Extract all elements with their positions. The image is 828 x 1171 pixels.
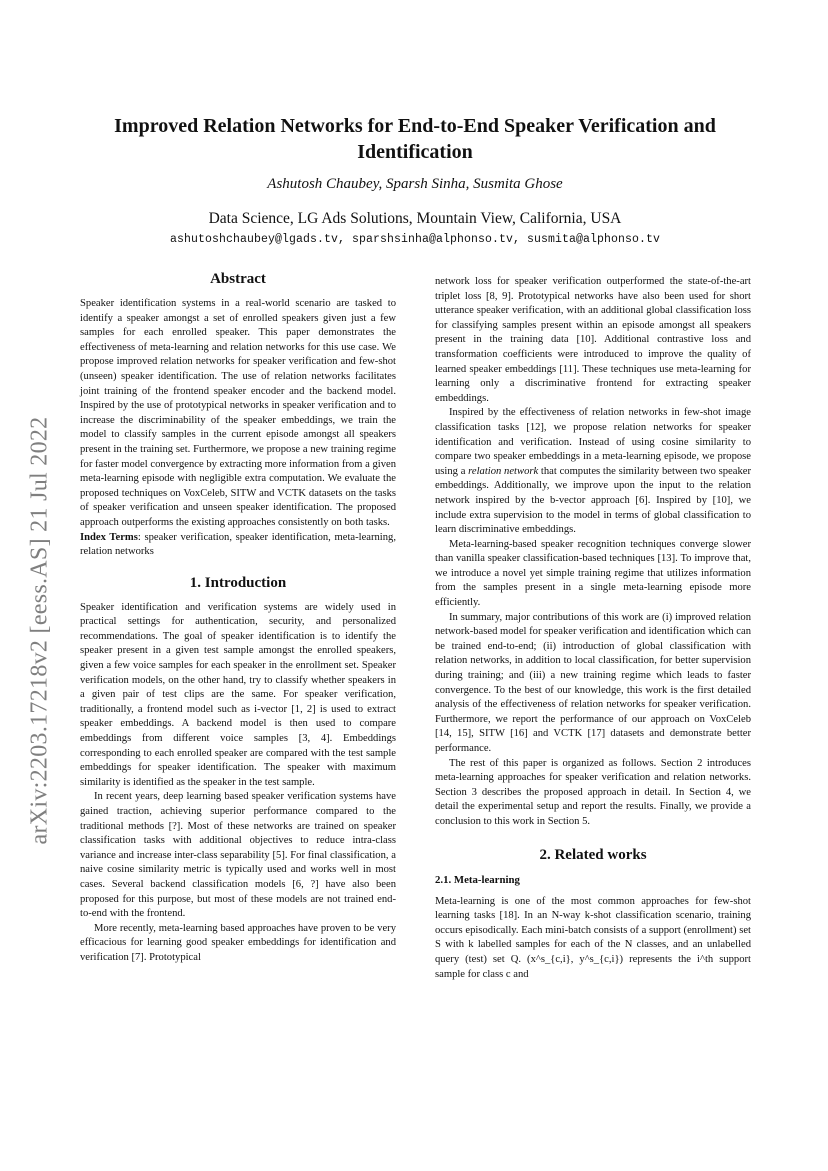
affiliation: Data Science, LG Ads Solutions, Mountain View, California, USA <box>208 210 622 227</box>
intro-paragraph-5 <box>435 406 751 537</box>
abstract-text: Speaker identification systems in a real-world scenario are tasked to identify a speaker amongst a set of enrolled speakers given just a few samples for each enrolled speaker. This paper demonstrates the effectiveness of meta-learning and relation networks for this use case. We propose improved relation networks for speaker verification and few-shot (unseen) speaker identification. The use of relation networks facilitates joint training of the frontend speaker encoder and the backend model. Inspired by the use of prototypical networks in speaker verification and to increase the discriminability of the speaker embeddings, we train the model to classify samples in the current episode amongst all speakers present in the training set. Furthermore, we propose a new training regime for faster model convergence by extracting more information from a given meta-learning episode with negligible extra computation. We evaluate the proposed techniques on VoxCeleb, SITW and VCTK datasets on the tasks of speaker verification and unseen speaker identification. The proposed approach outperforms the existing approaches consistently on both tasks. <box>80 298 396 528</box>
intro-paragraph-5-a: Inspired by the effectiveness of relation networks in few-shot image classification tasks [12], we propose relation networks for speaker identification and verification. Instead of using cosine similarity to compare two speaker embeddings in a meta-learning episode, we propose using a <box>435 407 751 477</box>
arxiv-identifier-text: arXiv:2203.17218v2 [eess.AS] 21 Jul 2022 <box>26 416 53 844</box>
abstract-heading: Abstract <box>210 271 266 287</box>
author-list: Ashutosh Chaubey, Sparsh Sinha, Susmita Ghose <box>267 176 563 192</box>
intro-paragraph-7: In summary, major contributions of this work are (i) improved relation network-based model for speaker verification and identification which can be trained end-to-end; (ii) introduction of global classification with relation networks, in addition to local classification, for better supervision during training; and (iii) a new training regime which leads to faster convergence. To the best of our knowledge, this work is the first detailed analysis of the effectiveness of relation networks for speaker verification. Furthermore, we report the performance of our approach on VoxCeleb [14, 15], SITW [16] and VCTK [17] datasets and demonstrate better performance. <box>435 611 751 754</box>
intro-paragraph-3: More recently, meta-learning based approaches have proven to be very efficacious for learning good speaker embeddings for identification and verification [7]. Prototypical <box>80 922 396 963</box>
intro-paragraph-4: network loss for speaker verification outperformed the state-of-the-art triplet loss [8, 9]. Prototypical networks have also been used for short utterance speaker verification, with an additional global classification loss for classifying samples present within an episode amongst all speakers present in the training data [10]. Additional contrastive loss and transformation coefficients were introduced to improve the quality of learned speaker embeddings [11]. These techniques use meta-learning for learning only a discriminative frontend for extracting speaker embeddings. <box>435 276 751 404</box>
right-column <box>435 275 751 982</box>
paper-title: Improved Relation Networks for End-to-End Speaker Verification and Identification <box>114 115 716 163</box>
related-works-heading: 2. Related works <box>539 846 647 863</box>
index-terms <box>80 531 396 560</box>
intro-paragraph-1: Speaker identification and verification systems are widely used in practical settings for authentication, security, and personalized recommendations. The goal of speaker identification is to identify the speaker present in a given test sample amongst the enrolled speakers, given a few voice samples for each speaker in the enrollment set. Speaker verification models, on the other hand, try to classify whether speakers in a given pair of test clips are the same. For speaker verification, traditionally, a frontend model such as i-vector [1, 2] is used to extract speaker embeddings. A backend model is then used to compare embeddings from different voice samples [3, 4]. Embeddings corresponding to each enrolled speaker are compared with the test sample embeddings for speaker identification. The speaker with maximum similarity is identified as the speaker in the test sample. <box>80 601 396 788</box>
index-terms-list: : speaker verification, speaker identification, meta-learning, relation networks <box>80 531 396 558</box>
arxiv-identifier <box>20 360 60 900</box>
intro-paragraph-6: Meta-learning-based speaker recognition techniques converge slower than vanilla speaker classification-based techniques [13]. To improve that, we introduce a novel yet simple training regime that utilizes information from the samples present in a single meta-learning episode more efficiently. <box>435 538 751 609</box>
left-column <box>80 270 396 966</box>
relation-network-term: relation network <box>468 465 539 477</box>
author-emails: ashutoshchaubey@lgads.tv, sparshsinha@alphonso.tv, susmita@alphonso.tv <box>169 233 661 246</box>
intro-paragraph-8: The rest of this paper is organized as follows. Section 2 introduces meta-learning approaches for speaker verification and relation networks. Section 3 describes the proposed approach in detail. In Section 4, we detail the experimental setup and report the results. Finally, we provide a conclusion to this work in Section 5. <box>435 757 751 827</box>
intro-paragraph-2: In recent years, deep learning based speaker verification systems have gained traction, achieving superior performance compared to the traditional methods [?]. Most of these networks are trained on speaker classification tasks with additional objectives to reduce intra-class variance and increase inter-class separability [5]. For final classification, a naive cosine similarity metric is typically used and works well in most cases. Several backend classification models [6, ?] have also been proposed for this purpose, but most of these models are not trained end-to-end with the frontend. <box>80 791 396 920</box>
intro-paragraph-5-b: that computes the similarity between two speaker embeddings. Additionally, we improve upon the input to the relation network inspired by the b-vector approach [6]. Inspired by [10], we include extra supervision to the model in terms of global classification to learn discriminative embeddings. <box>435 465 751 536</box>
meta-learning-paragraph: Meta-learning is one of the most common approaches for few-shot learning tasks [18]. In an N-way k-shot classification scenario, training occurs episodically. Each mini-batch consists of a support (enrollment) set S with k labelled samples for each of the N classes, and an unlabelled query (test) set Q. (x^s_{c,i}, y^s_{c,i}) represents the i^th support sample for class c and <box>435 895 751 980</box>
introduction-heading: 1. Introduction <box>189 574 287 591</box>
meta-learning-subheading: 2.1. Meta-learning <box>435 873 520 886</box>
index-terms-label: Index Terms <box>80 531 138 543</box>
